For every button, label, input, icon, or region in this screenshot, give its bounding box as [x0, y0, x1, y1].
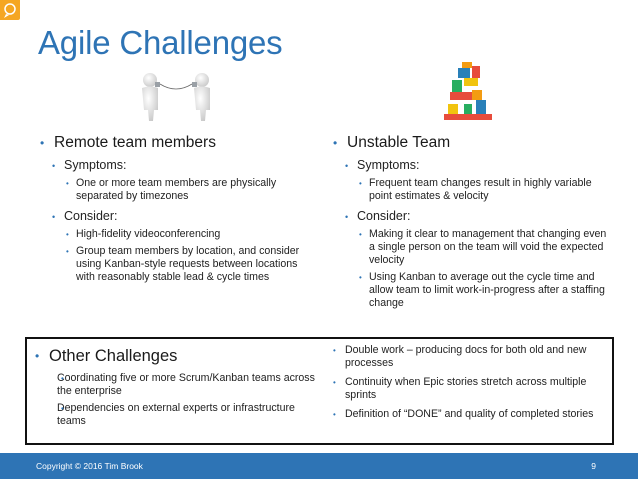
remote-consider-item: • High-fidelity videoconferencing — [40, 228, 312, 241]
page-number: 9 — [591, 461, 596, 471]
other-challenge-item: • Continuity when Epic stories stretch across multiple sprints — [333, 376, 613, 402]
footer-bar — [0, 453, 638, 479]
other-challenges-heading: • Other Challenges — [35, 347, 325, 366]
remote-team-heading: • Remote team members — [40, 134, 312, 152]
unstable-symptom-item: • Frequent team changes result in highly variable point estimates & velocity — [333, 177, 609, 203]
other-challenge-item: • Definition of “DONE” and quality of completed stories — [333, 408, 613, 421]
unstable-symptoms-label: • Symptoms: — [333, 158, 609, 172]
tin-can-phone-illustration — [136, 70, 218, 127]
remote-consider-label: • Consider: — [40, 209, 312, 223]
other-challenges-left — [35, 347, 325, 432]
copyright-text: Copyright © 2016 Tim Brook — [36, 461, 143, 471]
other-challenges-right — [333, 344, 613, 427]
page-title: Agile Challenges — [38, 24, 283, 61]
corner-logo-icon — [0, 0, 20, 20]
other-challenge-item: • Dependencies on external experts or infrastructure teams — [35, 402, 325, 428]
unstable-consider-item: • Using Kanban to average out the cycle time and allow team to limit work-in-progress after a staffing change — [333, 271, 609, 310]
unstable-consider-label: • Consider: — [333, 209, 609, 223]
other-challenge-item: • Coordinating five or more Scrum/Kanban teams across the enterprise — [35, 372, 325, 398]
stacked-blocks-illustration — [436, 60, 500, 129]
remote-symptoms-label: • Symptoms: — [40, 158, 312, 172]
other-challenge-item: • Double work – producing docs for both old and new processes — [333, 344, 613, 370]
unstable-team-heading: • Unstable Team — [333, 134, 609, 152]
remote-team-section — [40, 134, 312, 288]
other-challenges-box — [25, 337, 614, 445]
unstable-team-section — [333, 134, 609, 314]
unstable-consider-item: • Making it clear to management that changing even a single person on the team will void the expected velocity — [333, 228, 609, 267]
remote-consider-item: • Group team members by location, and consider using Kanban-style requests between locations with reasonably stable lead & cycle times — [40, 245, 312, 284]
remote-symptom-item: • One or more team members are physically separated by timezones — [40, 177, 312, 203]
